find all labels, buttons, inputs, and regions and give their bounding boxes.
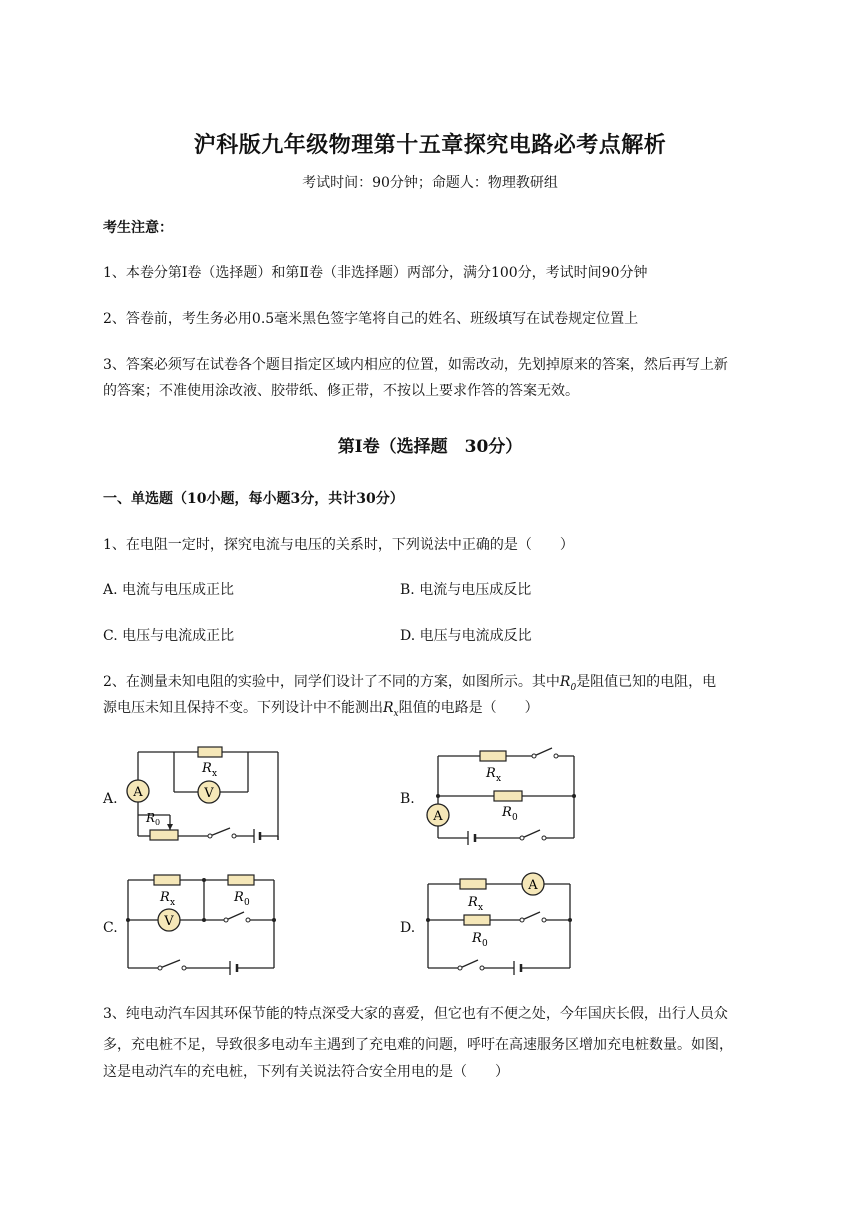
circuit-diagram-c [118, 868, 288, 980]
svg-text:x: x [170, 898, 176, 908]
voltmeter-label-a: V [204, 786, 214, 801]
r0-symbol: $R_0$ [559, 674, 577, 693]
q2-option-c-label: C. [103, 920, 118, 936]
svg-text:0: 0 [482, 939, 488, 949]
q1-option-c: C. 电压与电流成正比 [103, 628, 235, 644]
q2-option-b-label: B. [400, 791, 415, 807]
question-3-line-3: 这是电动汽车的充电桩，下列有关说法符合安全用电的是（ ） [103, 1064, 509, 1080]
notice-item-3: 3、答案必须写在试卷各个题目指定区域内相应的位置，如需改动，先划掉原来的答案，然后再写上新 [103, 357, 728, 373]
circuit-diagram-a [118, 740, 288, 852]
rx-symbol: $R_x$ [383, 700, 399, 719]
part-heading: 一、单选题（10小题，每小题3分，共计30分） [103, 491, 404, 507]
svg-text:x: x [478, 903, 484, 913]
circuit-diagram-b [418, 740, 588, 852]
svg-text:0: 0 [512, 813, 518, 823]
q2-option-a-label: A. [103, 791, 118, 807]
voltmeter-label-c: V [164, 914, 174, 929]
svg-text:R: R [502, 805, 512, 820]
ammeter-label-b: A [433, 809, 443, 824]
question-2-stem-cont: 源电压未知且保持不变。下列设计中不能测出$R_x$阻值的电路是（ ） [103, 700, 539, 719]
svg-text:0: 0 [155, 818, 161, 827]
notice-item-3-cont: 的答案；不准使用涂改液、胶带纸、修正带，不按以上要求作答的答案无效。 [103, 383, 579, 399]
svg-text:R: R [160, 890, 170, 905]
q2-option-d-label: D. [400, 920, 416, 936]
question-1-stem: 1、在电阻一定时，探究电流与电压的关系时，下列说法中正确的是（ ） [103, 537, 574, 553]
svg-text:R: R [486, 766, 496, 781]
svg-text:0: 0 [244, 898, 250, 908]
notice-item-2: 2、答卷前，考生务必用0.5毫米黑色签字笔将自己的姓名、班级填写在试卷规定位置上 [103, 311, 639, 327]
q1-option-d: D. 电压与电流成反比 [400, 628, 532, 644]
ammeter-label-a: A [133, 785, 143, 800]
exam-subtitle: 考试时间：90分钟；命题人：物理教研组 [302, 175, 558, 191]
section-title: 第Ⅰ卷（选择题 30分） [337, 437, 523, 457]
svg-text:R: R [146, 811, 156, 825]
svg-text:R: R [472, 931, 482, 946]
q1-option-b: B. 电流与电压成反比 [400, 582, 532, 598]
svg-text:x: x [212, 769, 218, 779]
notice-item-1: 1、本卷分第Ⅰ卷（选择题）和第Ⅱ卷（非选择题）两部分，满分100分，考试时间90分钟 [103, 265, 648, 281]
question-3-line-2: 多，充电桩不足，导致很多电动车主遇到了充电难的问题，呼吁在高速服务区增加充电桩数量。如图， [103, 1037, 733, 1053]
svg-text:x: x [496, 774, 502, 784]
circuit-diagram-d [418, 868, 588, 980]
page-title: 沪科版九年级物理第十五章探究电路必考点解析 [193, 132, 667, 158]
notice-heading: 考生注意： [103, 220, 173, 236]
svg-text:R: R [202, 761, 212, 776]
q1-option-a: A. 电流与电压成正比 [103, 582, 235, 598]
question-3-line-1: 3、纯电动汽车因其环保节能的特点深受大家的喜爱，但它也有不便之处，今年国庆长假，出行人员众 [103, 1006, 728, 1022]
svg-text:R: R [468, 895, 478, 910]
svg-text:R: R [234, 890, 244, 905]
ammeter-label-d: A [528, 878, 538, 893]
question-2-stem: 2、在测量未知电阻的实验中，同学们设计了不同的方案，如图所示。其中$R_0$是阻值已知的电阻，电 [103, 674, 717, 693]
